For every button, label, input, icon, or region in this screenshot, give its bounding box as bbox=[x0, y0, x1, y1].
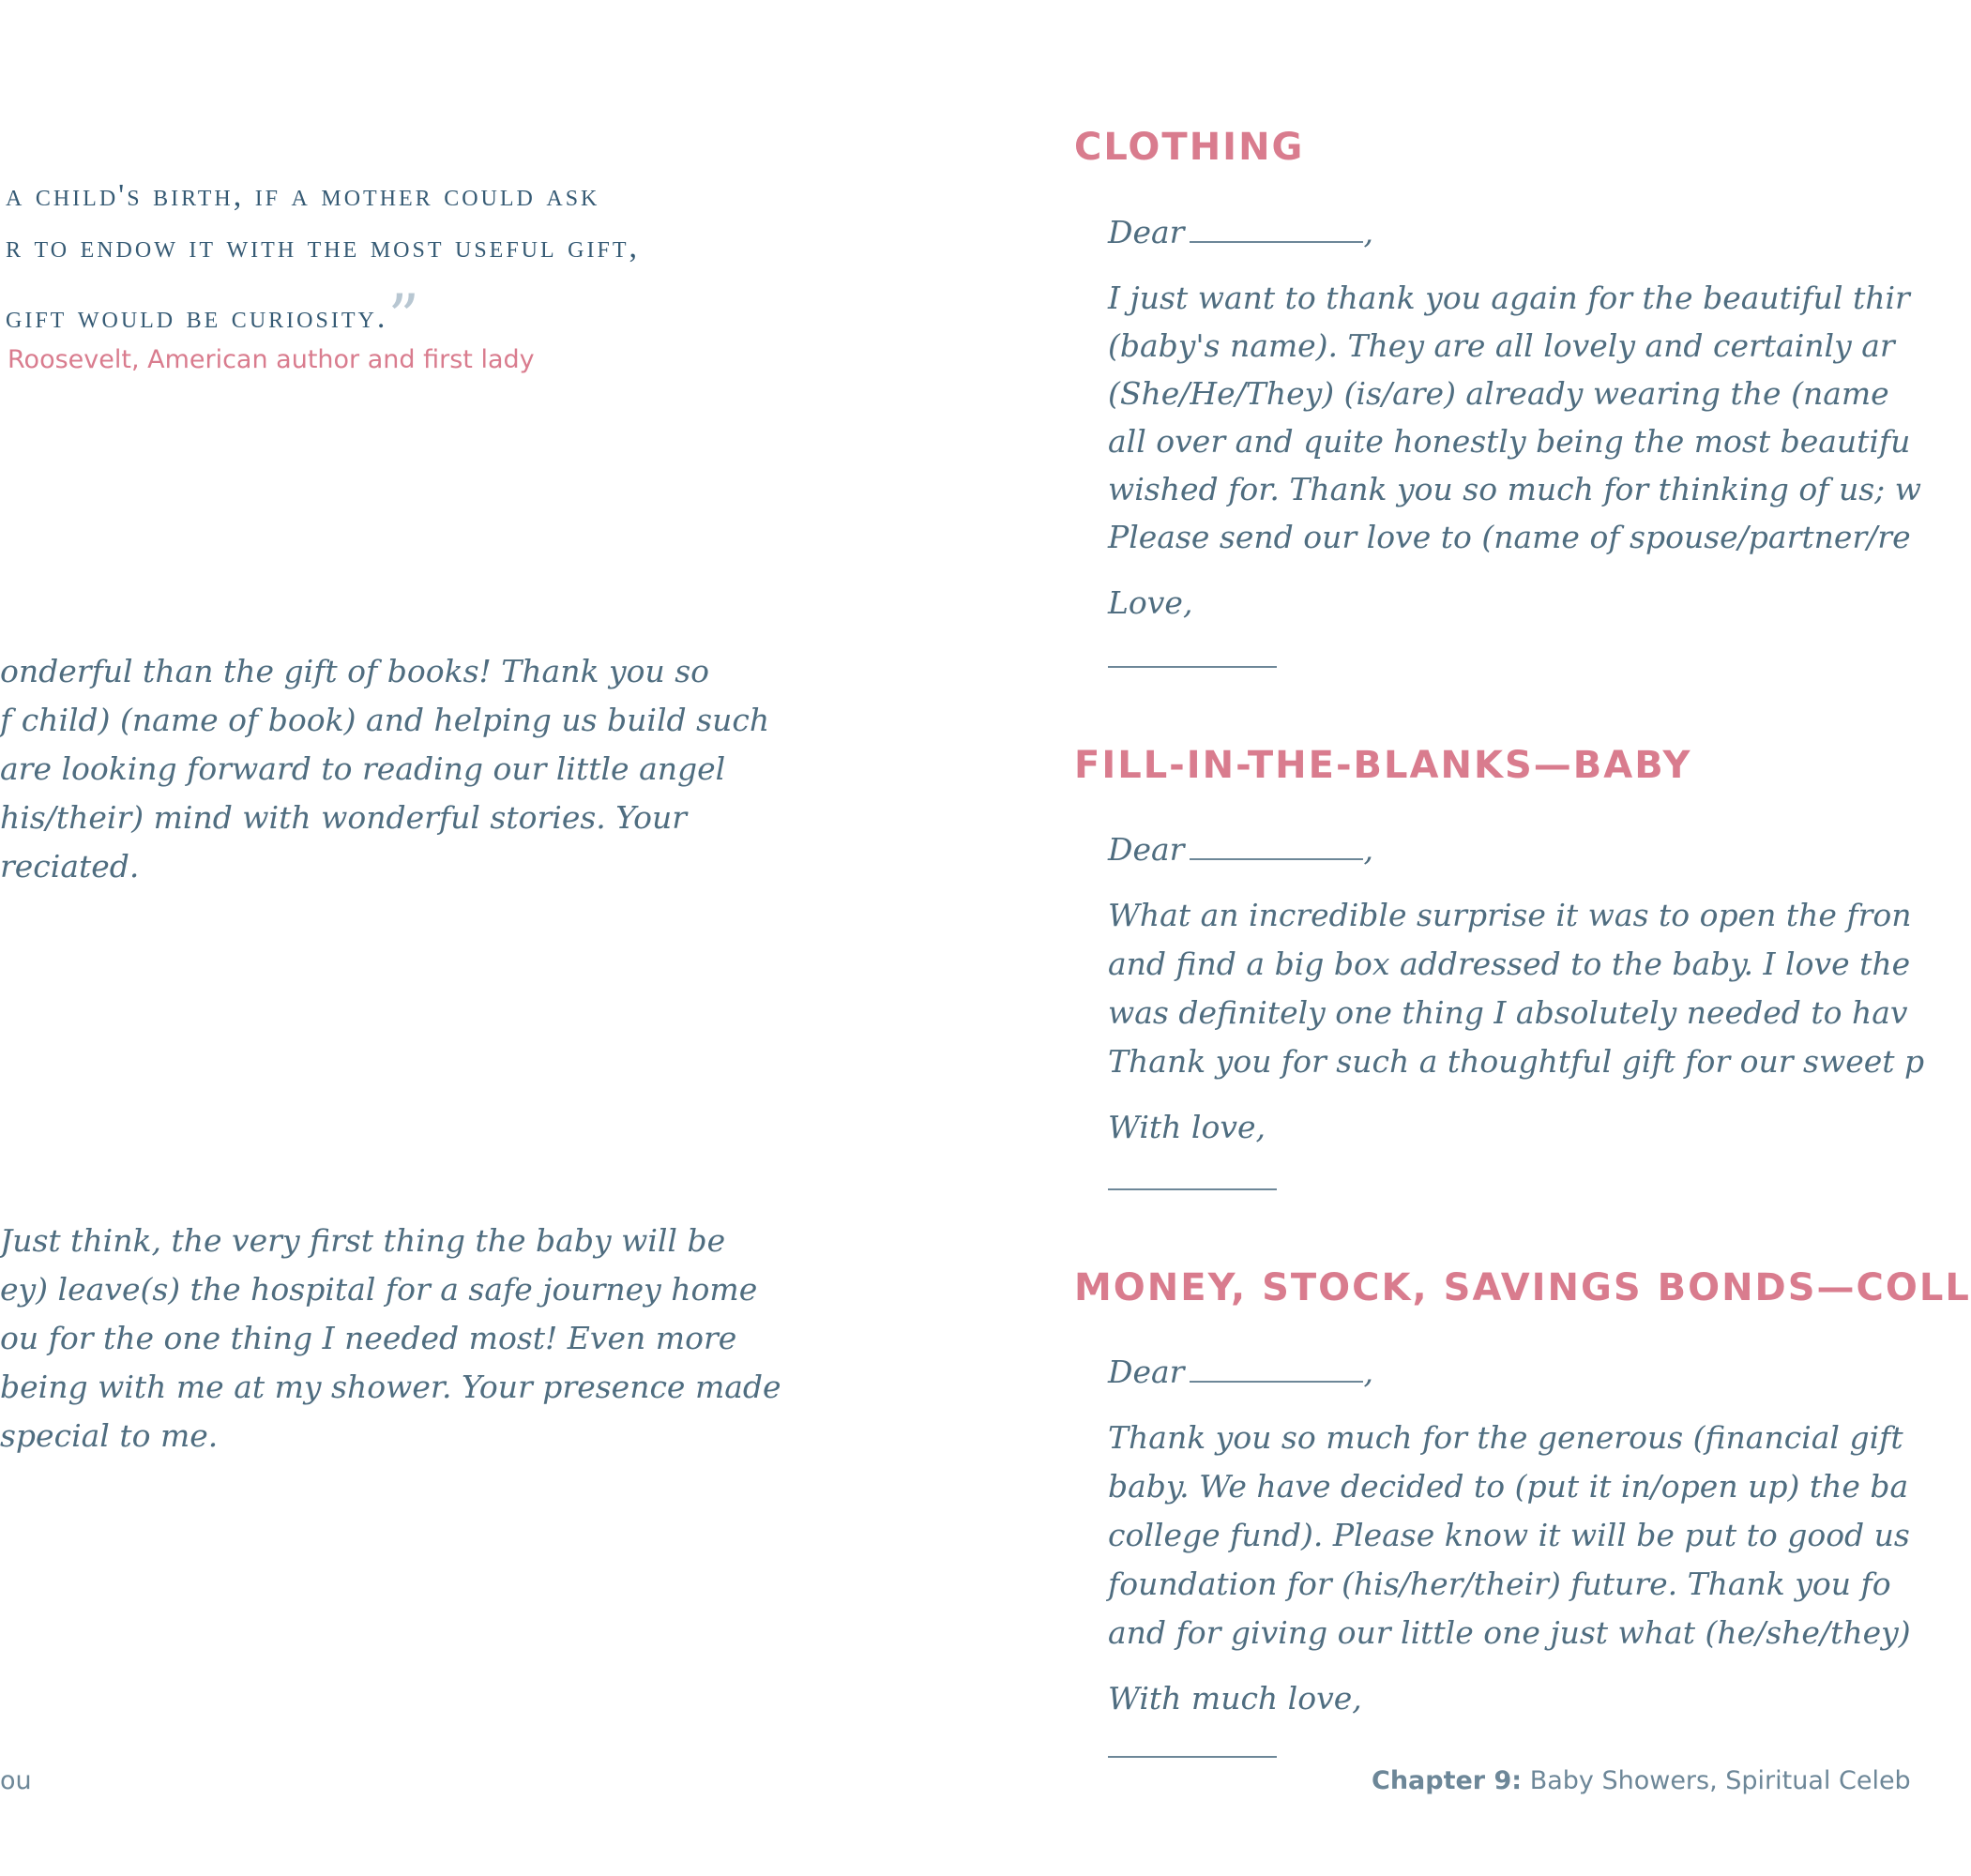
name-blank bbox=[1190, 836, 1363, 860]
letter-line: Thank you so much for the generous (financial gift bbox=[1108, 1419, 1903, 1456]
note-line: f child) (name of book) and helping us build such bbox=[0, 702, 770, 738]
note-line: special to me. bbox=[0, 1417, 219, 1454]
section-heading: CLOTHING bbox=[1074, 126, 1305, 169]
letter-line: Thank you for such a thoughtful gift for our sweet p bbox=[1108, 1043, 1925, 1080]
salutation bbox=[1108, 1354, 1373, 1390]
page-footer-right bbox=[1372, 1766, 1911, 1795]
quote-line: a child's birth, if a mother could ask bbox=[6, 178, 600, 213]
section-heading: FILL-IN-THE-BLANKS—BABY bbox=[1074, 744, 1692, 787]
note-line: onderful than the gift of books! Thank you so bbox=[0, 653, 710, 689]
quote-line-last bbox=[6, 281, 414, 354]
letter-line: (She/He/They) (is/are) already wearing the (name bbox=[1108, 375, 1889, 412]
note-line: Just think, the very first thing the baby will be bbox=[0, 1222, 726, 1259]
note-line: are looking forward to reading our little angel bbox=[0, 750, 726, 787]
salutation-word: Dear bbox=[1108, 1354, 1185, 1390]
signature-line bbox=[1108, 666, 1277, 668]
chapter-label: Chapter 9: bbox=[1372, 1766, 1523, 1795]
quote-attribution: Roosevelt, American author and first lady bbox=[8, 345, 535, 374]
salutation-comma: , bbox=[1363, 831, 1373, 868]
letter-line: and find a big box addressed to the baby. I love the bbox=[1108, 946, 1911, 982]
note-line: being with me at my shower. Your presence made bbox=[0, 1369, 781, 1405]
letter-line: I just want to thank you again for the beautiful thir bbox=[1108, 280, 1910, 316]
letter-line: college fund). Please know it will be put to good us bbox=[1108, 1517, 1910, 1553]
name-blank bbox=[1190, 1358, 1363, 1383]
quote-text: gift would be curiosity. bbox=[6, 300, 388, 335]
salutation-word: Dear bbox=[1108, 214, 1185, 250]
closing: Love, bbox=[1108, 584, 1193, 621]
chapter-title: Baby Showers, Spiritual Celeb bbox=[1529, 1766, 1911, 1795]
note-line: ey) leave(s) the hospital for a safe journey home bbox=[0, 1271, 758, 1308]
letter-line: foundation for (his/her/their) future. Thank you fo bbox=[1108, 1566, 1891, 1602]
letter-line: and for giving our little one just what (he/she/they) bbox=[1108, 1614, 1911, 1651]
letter-line: all over and quite honestly being the most beautifu bbox=[1108, 423, 1911, 460]
note-line: ou for the one thing I needed most! Even more bbox=[0, 1320, 737, 1356]
name-blank bbox=[1190, 219, 1363, 243]
salutation-word: Dear bbox=[1108, 831, 1185, 868]
note-line: his/their) mind with wonderful stories. Your bbox=[0, 799, 688, 836]
salutation-comma: , bbox=[1363, 1354, 1373, 1390]
section-heading: MONEY, STOCK, SAVINGS BONDS—COLL bbox=[1074, 1266, 1971, 1309]
salutation-comma: , bbox=[1363, 214, 1373, 250]
quote-line: r to endow it with the most useful gift, bbox=[6, 230, 641, 265]
letter-line: What an incredible surprise it was to open the fron bbox=[1108, 897, 1912, 933]
signature-line bbox=[1108, 1756, 1277, 1758]
closing: With much love, bbox=[1108, 1680, 1362, 1717]
page-footer-left: ou bbox=[0, 1766, 32, 1795]
letter-line: was definitely one thing I absolutely needed to hav bbox=[1108, 994, 1908, 1031]
closing: With love, bbox=[1108, 1109, 1266, 1145]
letter-line: baby. We have decided to (put it in/open up) the ba bbox=[1108, 1468, 1909, 1505]
note-line: reciated. bbox=[0, 848, 140, 885]
letter-line: (baby's name). They are all lovely and certainly ar bbox=[1108, 327, 1895, 364]
salutation bbox=[1108, 831, 1373, 868]
signature-line bbox=[1108, 1188, 1277, 1190]
letter-line: Please send our love to (name of spouse/partner/re bbox=[1108, 519, 1911, 555]
letter-line: wished for. Thank you so much for thinking of us; w bbox=[1108, 471, 1922, 507]
salutation bbox=[1108, 214, 1373, 250]
close-quote-icon: ” bbox=[387, 281, 415, 354]
